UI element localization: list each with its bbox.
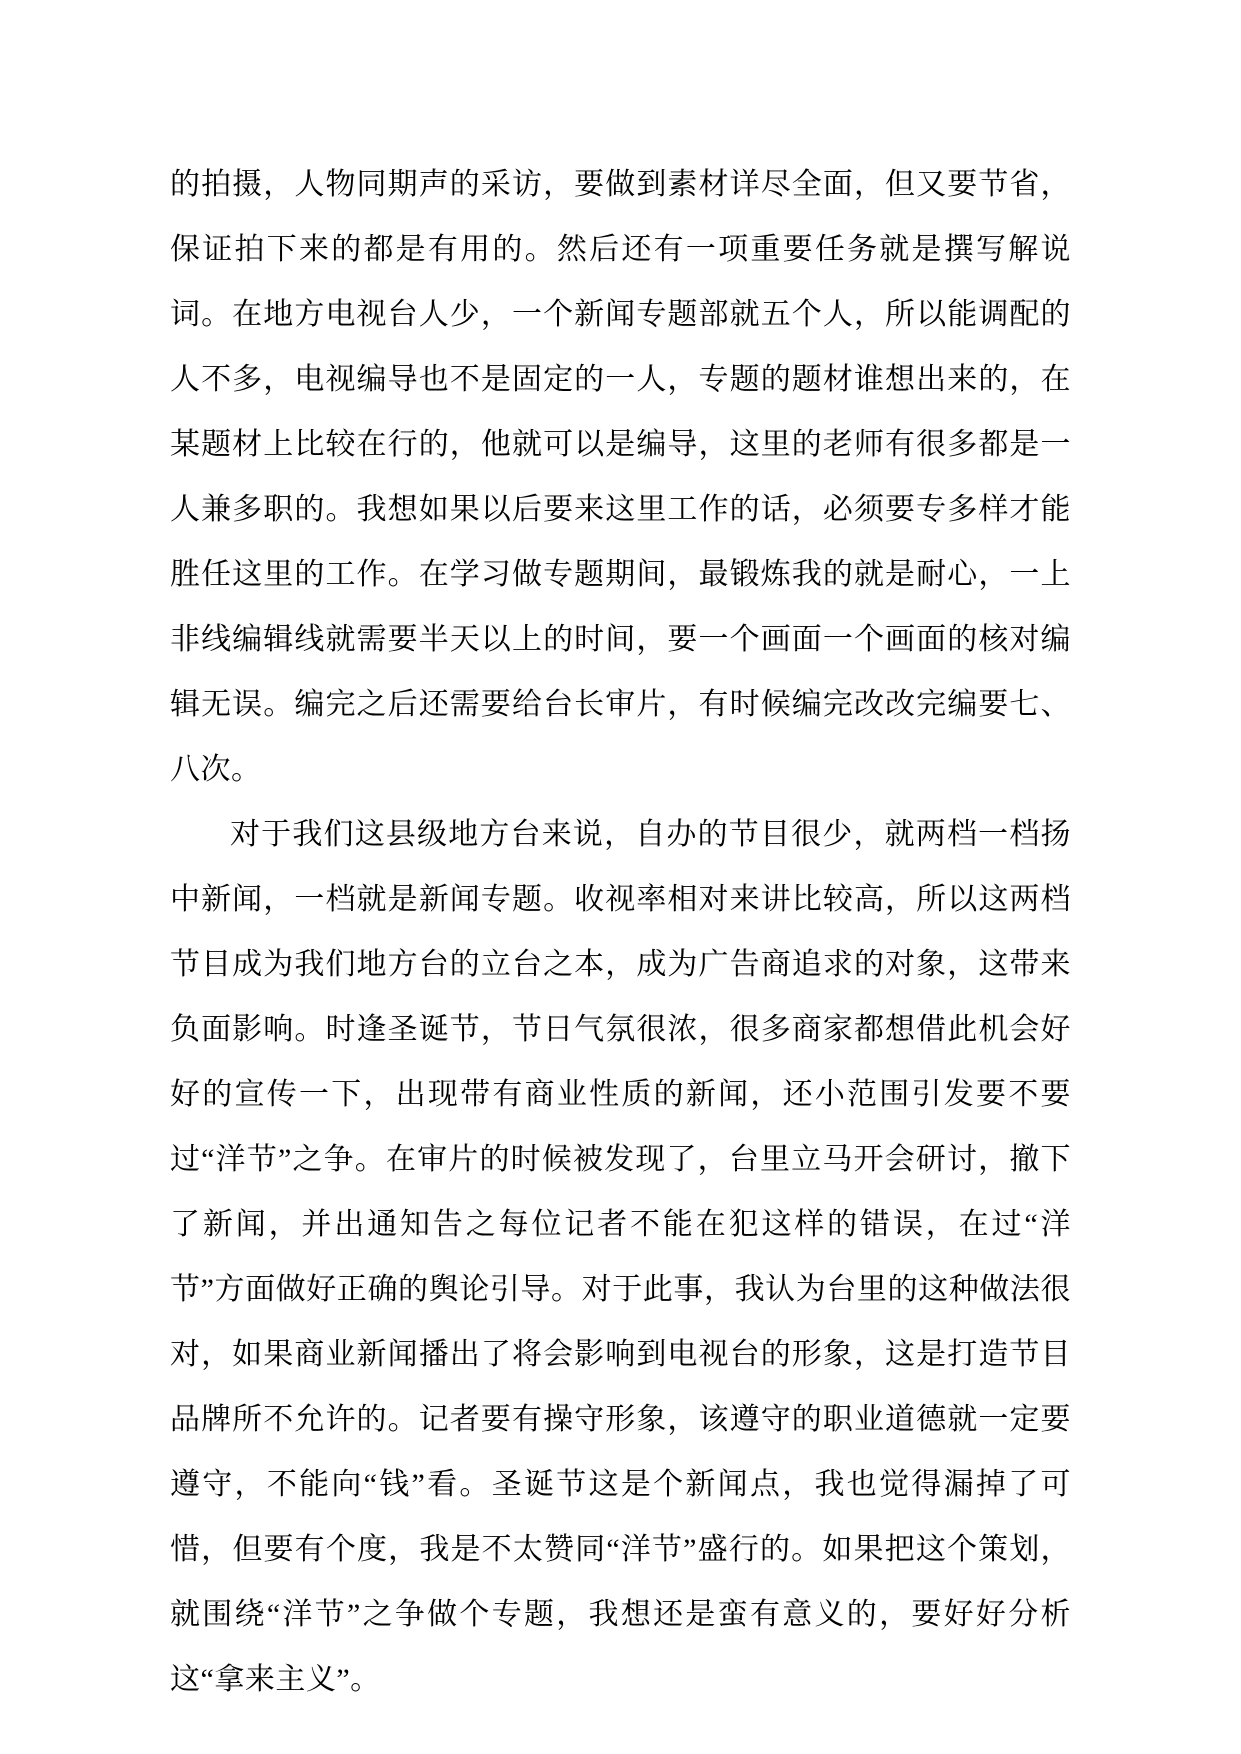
paragraph: 对于我们这县级地方台来说，自办的节目很少，就两档一档扬中新闻，一档就是新闻专题。收视率相对来讲比较高，所以这两档节目成为我们地方台的立台之本，成为广告商追求的对象，这带来负面影响。时逢圣诞节，节日气氛很浓，很多商家都想借此机会好好的宣传一下，出现带有商业性质的新闻，还小范围引发要不要过“洋节”之争。在审片的时候被发现了，台里立马开会研讨，撤下了新闻，并出通知告之每位记者不能在犯这样的错误，在过“洋节”方面做好正确的舆论引导。对于此事，我认为台里的这种做法很对，如果商业新闻播出了将会影响到电视台的形象，这是打造节目品牌所不允许的。记者要有操守形象，该遵守的职业道德就一定要遵守，不能向“钱”看。圣诞节这是个新闻点，我也觉得漏掉了可惜，但要有个度，我是不太赞同“洋节”盛行的。如果把这个策划，就围绕“洋节”之争做个专题，我想还是蛮有意义的，要好好分析这“拿来主义”。 (170, 818, 1071, 1696)
paragraph-continuation: 的拍摄，人物同期声的采访，要做到素材详尽全面，但又要节省，保证拍下来的都是有用的。然后还有一项重要任务就是撰写解说词。在地方电视台人少，一个新闻专题部就五个人，所以能调配的人不多，电视编导也不是固定的一人，专题的题材谁想出来的，在某题材上比较在行的，他就可以是编导，这里的老师有很多都是一人兼多职的。我想如果以后要来这里工作的话，必须要专多样才能胜任这里的工作。在学习做专题期间，最锻炼我的就是耐心，一上非线编辑线就需要半天以上的时间，要一个画面一个画面的核对编辑无误。编完之后还需要给台长审片，有时候编完改改完编要七、八次。 (170, 168, 1071, 786)
document-body (170, 152, 1071, 1712)
